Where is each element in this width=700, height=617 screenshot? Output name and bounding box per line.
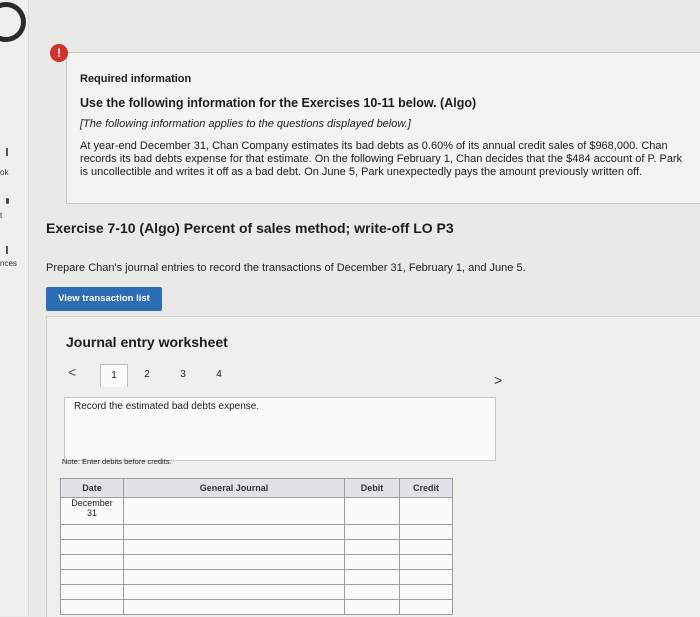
account-input[interactable] [124,570,345,585]
table-row [61,570,453,585]
table-row [61,555,453,570]
date-cell [61,498,124,525]
credit-input[interactable] [400,555,453,570]
rail-marker-icon [6,246,8,254]
table-row [61,525,453,540]
date-cell [61,555,124,570]
logo-icon [0,2,26,42]
rail-marker-icon [6,148,8,156]
tab-2[interactable]: 2 [144,369,150,380]
required-info-body: At year-end December 31, Chan Company estimates its bad debts as 0.60% of its annual credit sales of $968,000. Chan records its bad debts expense for that estimate. On the following February 1, Chan decides that the $484 account of P. Park is uncollectible and writes it off as a bad debt. On June 5, Park unexpectedly pays the amount previously written off. [80,140,683,178]
table-row [61,498,453,525]
worksheet-title: Journal entry worksheet [66,334,228,350]
tab-4[interactable]: 4 [216,369,222,380]
debit-input[interactable] [345,555,400,570]
table-row [61,600,453,615]
general-journal-header: General Journal [124,479,345,498]
account-input[interactable] [124,585,345,600]
next-tab-chevron-icon[interactable]: > [494,372,503,388]
date-cell [61,540,124,555]
credit-input[interactable] [400,585,453,600]
date-cell [61,525,124,540]
date-month: December [71,498,113,508]
required-info-heading: Use the following information for the Exercises 10-11 below. (Algo) [80,96,477,110]
credit-header: Credit [400,479,453,498]
prev-tab-chevron-icon[interactable]: < [68,364,77,380]
table-row [61,585,453,600]
date-header: Date [61,479,124,498]
required-info-note: [The following information applies to the questions displayed below.] [80,118,411,130]
tab-1[interactable]: 1 [100,364,128,387]
view-transaction-list-button[interactable]: View transaction list [46,287,162,311]
debit-input[interactable] [345,585,400,600]
credit-input[interactable] [400,525,453,540]
account-input[interactable] [124,498,345,525]
date-day: 31 [86,508,97,518]
debit-header: Debit [345,479,400,498]
rail-item-print[interactable]: t [0,211,3,220]
credit-input[interactable] [400,570,453,585]
rail-item-book[interactable]: ok [0,168,9,177]
record-instruction: Record the estimated bad debts expense. [74,401,260,412]
rail-marker-icon [6,198,9,204]
exercise-title: Exercise 7-10 (Algo) Percent of sales method; write-off LO P3 [46,220,454,236]
date-cell [61,600,124,615]
account-input[interactable] [124,540,345,555]
account-input[interactable] [124,600,345,615]
exercise-instruction: Prepare Chan's journal entries to record the transactions of December 31, February 1, and June 5. [46,262,526,274]
debit-input[interactable] [345,570,400,585]
rail-item-references[interactable]: nces [0,259,17,268]
alert-icon: ! [50,44,68,62]
journal-table [60,478,453,615]
left-rail [0,0,29,616]
credit-input[interactable] [400,540,453,555]
table-row [61,540,453,555]
debits-note: Note: Enter debits before credits. [62,457,172,466]
credit-input[interactable] [400,600,453,615]
debit-input[interactable] [345,600,400,615]
debit-input[interactable] [345,525,400,540]
account-input[interactable] [124,555,345,570]
debit-input[interactable] [345,540,400,555]
credit-input[interactable] [400,498,453,525]
tab-3[interactable]: 3 [180,369,186,380]
account-input[interactable] [124,525,345,540]
debit-input[interactable] [345,498,400,525]
date-cell [61,570,124,585]
required-info-title: Required information [80,73,192,85]
journal-header-row [61,479,453,498]
date-cell [61,585,124,600]
